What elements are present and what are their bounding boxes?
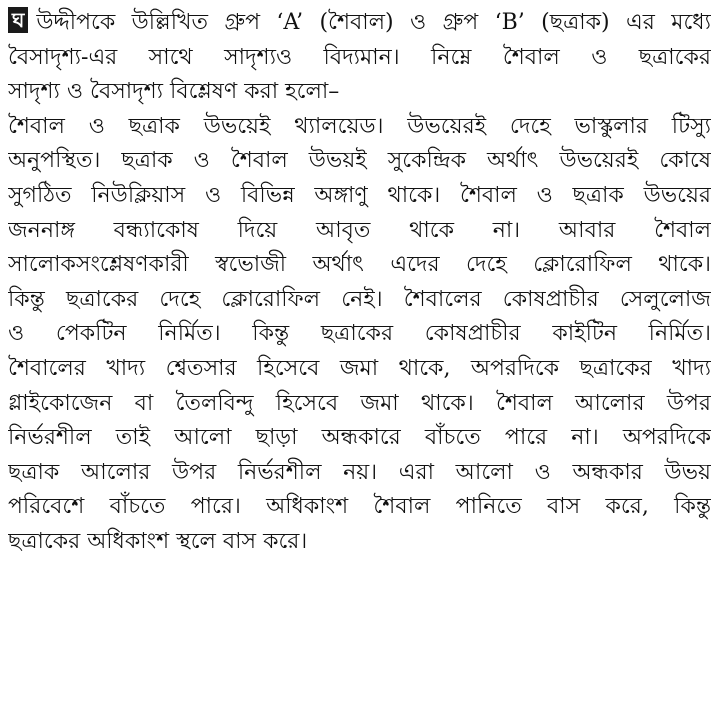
text-line-9: কিন্তু ছত্রাকের দেহে ক্লোরোফিল নেই। শৈবালের কোষপ্রাচীর সেলুলোজ — [8, 286, 711, 312]
question-badge: ঘ — [8, 7, 28, 33]
text-line-11: শৈবালের খাদ্য শ্বেতসার হিসেবে জমা থাকে, অপরদিকে ছত্রাকের খাদ্য — [8, 355, 711, 381]
text-line-8: সালোকসংশ্লেষণকারী স্বভোজী অর্থাৎ এদের দেহে ক্লোরোফিল থাকে। — [8, 252, 711, 278]
text-line-7: জননাঙ্গ বন্ধ্যাকোষ দিয়ে আবৃত থাকে না। আবার শৈবাল — [8, 217, 711, 243]
text-line-13: নির্ভরশীল তাই আলো ছাড়া অন্ধকারে বাঁচতে পারে না। অপরদিকে — [8, 425, 711, 451]
text-line-6: সুগঠিত নিউক্লিয়াস ও বিভিন্ন অঙ্গাণু থাকে। শৈবাল ও ছত্রাক উভয়ের — [8, 182, 711, 208]
text-line-12: গ্লাইকোজেন বা তৈলবিন্দু হিসেবে জমা থাকে। শৈবাল আলোর উপর — [8, 390, 711, 416]
text-line-1 — [8, 6, 711, 41]
text-line-4: শৈবাল ও ছত্রাক উভয়েই থ্যালয়েড। উভয়েরই দেহে ভাস্কুলার টিস্যু — [8, 113, 711, 139]
text-line-3: সাদৃশ্য ও বৈসাদৃশ্য বিশ্লেষণ করা হলো– — [8, 79, 340, 105]
text-line-1-content: উদ্দীপকে উল্লিখিত গ্রুপ ‘A’ (শৈবাল) ও গ্রুপ ‘B’ (ছত্রাক) এর মধ্যে — [36, 10, 711, 35]
text-line-15: পরিবেশে বাঁচতে পারে। অধিকাংশ শৈবাল পানিতে বাস করে, কিন্তু — [8, 494, 711, 520]
text-line-16: ছত্রাকের অধিকাংশ স্থলে বাস করে। — [8, 528, 308, 554]
text-line-14: ছত্রাক আলোর উপর নির্ভরশীল নয়। এরা আলো ও অন্ধকার উভয় — [8, 459, 711, 485]
text-line-2: বৈসাদৃশ্য-এর সাথে সাদৃশ্যও বিদ্যমান। নিম্নে শৈবাল ও ছত্রাকের — [8, 44, 711, 70]
text-line-10: ও পেকটিন নির্মিত। কিন্তু ছত্রাকের কোষপ্রাচীর কাইটিন নির্মিত। — [8, 321, 711, 347]
text-line-5: অনুপস্থিত। ছত্রাক ও শৈবাল উভয়ই সুকেন্দ্রিক অর্থাৎ উভয়েরই কোষে — [8, 148, 711, 174]
